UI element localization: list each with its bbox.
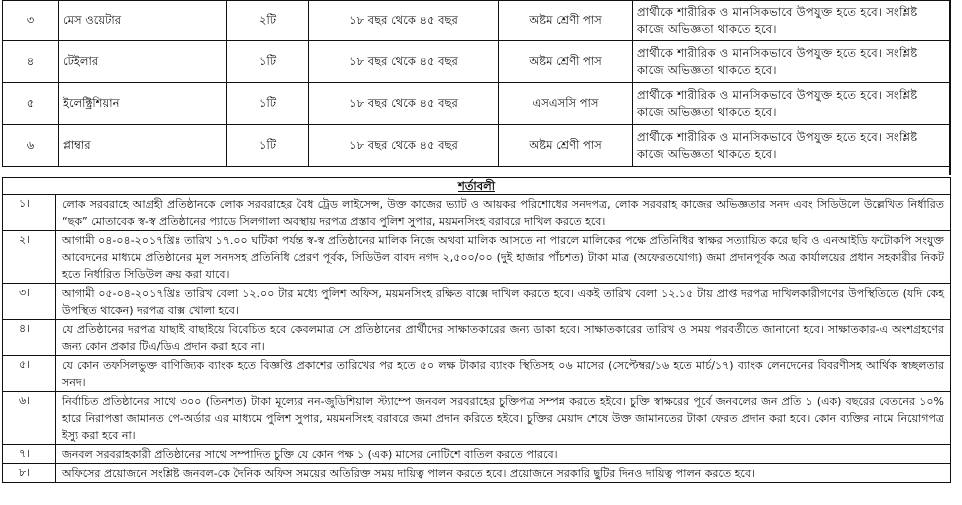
term-text: যে কোন তফসিলভুক্ত বাণিজ্যিক ব্যাংক হতে বিজ্ঞপ্তি প্রকাশের তারিখের পর হতে ৫০ লক্ষ টাকার ব্যাংক স্থিতিসহ ০৬ মাসের (সেপ্টেম্বর/১৬ হতে মার্চ/১৭) ব্যাংক লেনদেনের বিবরণীসহ আর্থিক স্বচ্ছলতার সনদ। xyxy=(62,359,944,389)
term-number: ৮। xyxy=(3,464,56,482)
post-cell: ইলেক্ট্রিশিয়ান xyxy=(59,83,227,125)
table-row xyxy=(3,41,950,83)
term-item xyxy=(3,284,950,320)
term-item xyxy=(3,356,950,392)
age-cell: ১৮ বছর থেকে ৪৫ বছর xyxy=(309,83,499,125)
term-text: লোক সরবরাহে আগ্রহী প্রতিষ্ঠানকে লোক সরবরাহের বৈধ ট্রেড লাইসেন্স, উক্ত কাজের ভ্যাট ও আয়কর পরিশোধের সনদপত্র, লোক সরবরাহ কাজের অভিজ্ঞতার সনদ এবং সিডিউলে উল্লেখিত নির্ধারিত “ছক” মোতাবেক স্ব-স্ব প্রতিষ্ঠানের প্যাডে সিলগালা অবস্থায় দরপত্র প্রস্তাব পুলিশ সুপার, ময়মনসিংহ বরাবরে দাখিল করতে হবে। xyxy=(62,198,944,228)
requirement-cell: প্রার্থীকে শারীরিক ও মানসিকভাবে উপযুক্ত হতে হবে। সংশ্লিষ্ট কাজে অভিজ্ঞতা থাকতে হবে। xyxy=(633,1,950,41)
term-number: ২। xyxy=(3,231,56,283)
requirement-cell: প্রার্থীকে শারীরিক ও মানসিকভাবে উপযুক্ত হতে হবে। সংশ্লিষ্ট কাজে অভিজ্ঞতা থাকতে হবে। xyxy=(633,41,950,83)
term-text: অফিসের প্রয়োজনে সংশ্লিষ্ট জনবল-কে দৈনিক অফিস সময়ের অতিরিক্ত সময় দায়িত্ব পালন করতে হবে। প্রয়োজনে সরকারি ছুটির দিনও দায়িত্ব পালন করতে হবে। xyxy=(62,467,755,480)
term-item xyxy=(3,464,950,483)
term-item xyxy=(3,392,950,445)
requirement-cell: প্রার্থীকে শারীরিক ও মানসিকভাবে উপযুক্ত হতে হবে। সংশ্লিষ্ট কাজে অভিজ্ঞতা থাকতে হবে। xyxy=(633,125,950,167)
term-number: ৬। xyxy=(3,392,56,444)
term-number: ১। xyxy=(3,195,56,230)
count-cell: ২টি xyxy=(227,1,309,41)
term-text: আগামী ০৪-০৪-২০১৭খ্রিঃ তারিখ ১৭.০০ ঘটিকা পর্যন্ত স্ব-স্ব প্রতিষ্ঠানের মালিক নিজে অথবা মালিক আসতে না পারলে মালিকের পক্ষে প্রতিনিধির স্বাক্ষর সত্যায়িত করে ছবি ও এনআইডি ফটোকপি সংযুক্ত আবেদনের মাধ্যমে প্রতিষ্ঠানের মূল সনদসহ প্রতিনিধি প্রেরণ পূর্বক, সিডিউল বাবদ নগদ ২,৫০০/০০ (দুই হাজার পাঁচশত) টাকা মাত্র (অফেরতযোগ্য) জমা প্রদানপূর্বক অত্র কার্যালয়ের প্রধান সহকারীর নিকট হতে নির্ধারিত সিডিউল ক্রয় করা যাবে। xyxy=(62,234,944,281)
term-number: ৭। xyxy=(3,445,56,463)
term-number: ৫। xyxy=(3,356,56,391)
age-cell: ১৮ বছর থেকে ৪৫ বছর xyxy=(309,41,499,83)
age-cell: ১৮ বছর থেকে ৪৫ বছর xyxy=(309,1,499,41)
requirement-cell: প্রার্থীকে শারীরিক ও মানসিকভাবে উপযুক্ত হতে হবে। সংশ্লিষ্ট কাজে অভিজ্ঞতা থাকতে হবে। xyxy=(633,83,950,125)
term-item xyxy=(3,320,950,356)
term-text: জনবল সরবরাহকারী প্রতিষ্ঠানের সাথে সম্পাদিত চুক্তি যে কোন পক্ষ ১ (এক) মাসের নোটিশে বাতিল করতে পারবে। xyxy=(62,448,558,461)
education-cell: এসএসসি পাস xyxy=(499,83,633,125)
table-row xyxy=(3,125,950,167)
term-text: যে প্রতিষ্ঠানের দরপত্র যাছাই বাছাইয়ে বিবেচিত হবে কেবলমাত্র সে প্রতিষ্ঠানের প্রার্থীদের সাক্ষাতকারের জন্য ডাকা হবে। সাক্ষাতকারের তারিখ ও সময় পরবর্তীতে জানানো হবে। সাক্ষাতকার-এ অংশগ্রহণের জন্য কোন প্রকার টিএ/ডিএ প্রদান করা হবে না। xyxy=(62,323,944,353)
post-cell: প্লাম্বার xyxy=(59,125,227,167)
education-cell: অষ্টম শ্রেণী পাস xyxy=(499,1,633,41)
terms-section xyxy=(2,177,951,483)
table-row xyxy=(3,83,950,125)
serial-cell: ৬ xyxy=(3,125,59,167)
term-number: ৪। xyxy=(3,320,56,355)
term-text: নির্বাচিত প্রতিষ্ঠানের সাথে ৩০০ (তিনশত) টাকা মূল্যের নন-জুডিশিয়াল স্ট্যাম্পে জনবল সরবরাহের চুক্তিপত্র সম্পন্ন করতে হইবে। চুক্তি স্বাক্ষরের পূর্বে জনবলের জন প্রতি ১ (এক) বছরের বেতনের ১০% হারে নিরাপত্তা জামানত পে-অর্ডার এর মাধ্যমে পুলিশ সুপার, ময়মনসিংহ বরাবরে জমা প্রদান করিতে হইবে। চুক্তির মেয়াদ শেষে উক্ত জামানতের টাকা ফেরত প্রদান করা হবে। কোন ব্যক্তির নামে নিয়োগপত্র ইস্যু করা হবে না। xyxy=(62,395,944,442)
table-row xyxy=(3,1,950,41)
term-item xyxy=(3,195,950,231)
post-cell: টেইলার xyxy=(59,41,227,83)
serial-cell: ৪ xyxy=(3,41,59,83)
count-cell: ১টি xyxy=(227,125,309,167)
term-number: ৩। xyxy=(3,284,56,319)
post-cell: মেস ওয়েটার xyxy=(59,1,227,41)
serial-cell: ৫ xyxy=(3,83,59,125)
count-cell: ১টি xyxy=(227,41,309,83)
count-cell: ১টি xyxy=(227,83,309,125)
term-item xyxy=(3,445,950,464)
term-item xyxy=(3,231,950,284)
age-cell: ১৮ বছর থেকে ৪৫ বছর xyxy=(309,125,499,167)
job-table xyxy=(2,0,950,167)
terms-title: শর্তাবলী xyxy=(3,178,950,195)
term-text: আগামী ০৫-০৪-২০১৭খ্রিঃ তারিখ বেলা ১২.০০ টার মধ্যে পুলিশ অফিস, ময়মনসিংহ রক্ষিত বাক্সে দাখিল করতে হবে। একই তারিখ বেলা ১২.১৫ টায় প্রাপ্ত দরপত্র দাখিলকারীগণের উপস্থিতিতে (যদি কেহ উপস্থিত থাকেন) দরপত্র বাক্স খোলা হবে। xyxy=(62,287,944,317)
serial-cell: ৩ xyxy=(3,1,59,41)
education-cell: অষ্টম শ্রেণী পাস xyxy=(499,125,633,167)
education-cell: অষ্টম শ্রেণী পাস xyxy=(499,41,633,83)
